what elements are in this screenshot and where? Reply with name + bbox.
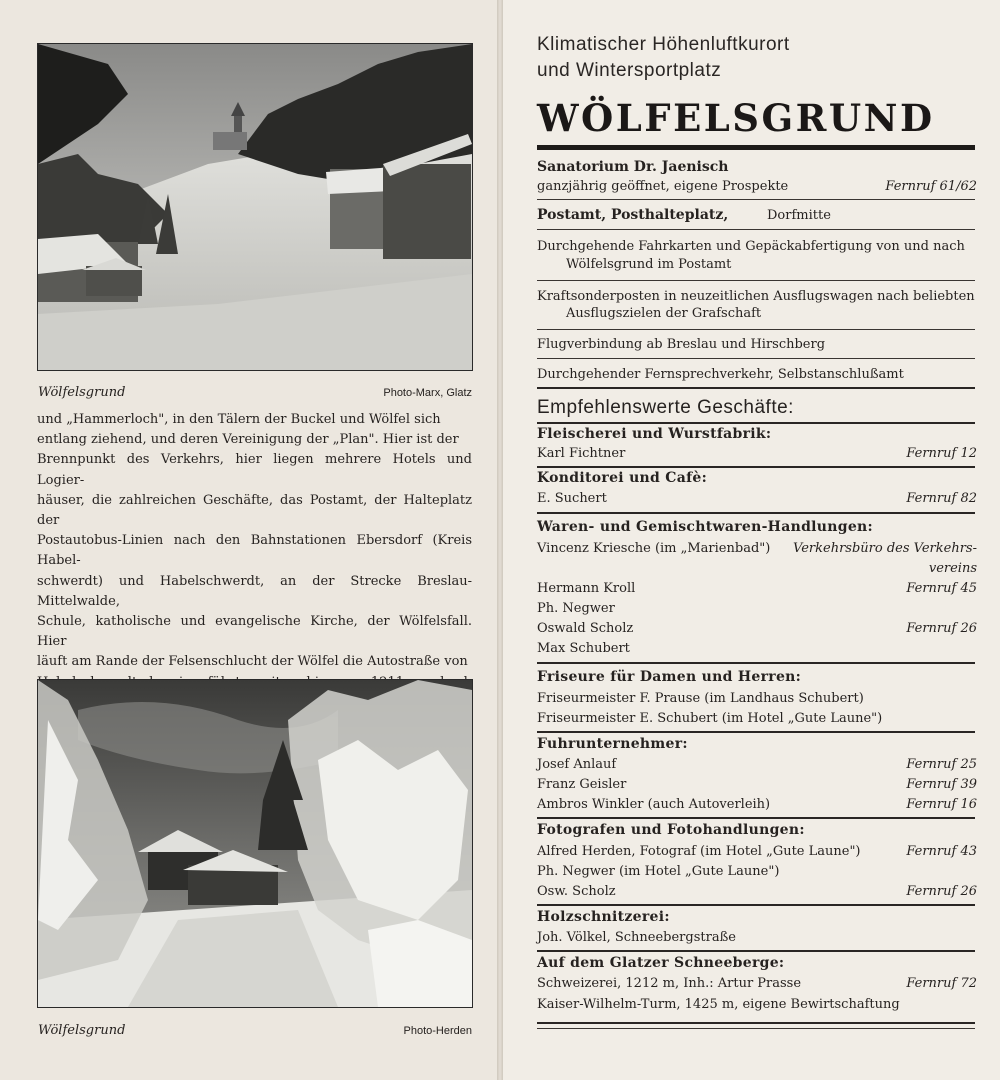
info-tickets-line2: Wölfelsgrund im Postamt (566, 257, 732, 272)
foto-heading: Fotografen und Fotohandlungen: (537, 822, 805, 838)
fleischerei-heading: Fleischerei und Wurstfabrik: (537, 426, 772, 442)
fuhr-anlauf: Josef Anlauf (537, 757, 617, 772)
info-excursions-line2: Ausflugszielen der Grafschaft (566, 306, 762, 321)
divider (537, 817, 975, 819)
waren-scholz: Oswald Scholz (537, 621, 634, 636)
info-excursions-line1: Kraftsonderposten in neuzeitlichen Ausflugswagen nach beliebten (537, 289, 975, 304)
header-subtitle-1: Klimatischer Höhenluftkurort (537, 34, 790, 55)
divider (537, 466, 975, 468)
photo-bottom-caption (38, 1023, 472, 1038)
left-page (0, 0, 497, 1080)
friseure-schubert: Friseurmeister E. Schubert (im Hotel „Gute Laune") (537, 711, 883, 726)
info-telephone: Durchgehender Fernsprechverkehr, Selbstanschlußamt (537, 367, 904, 382)
sanatorium-phone: Fernruf 61/62 (885, 179, 977, 194)
waren-schubert: Max Schubert (537, 641, 630, 656)
body-line: Brennpunkt des Verkehrs, hier liegen mehrere Hotels und Logier- (37, 452, 472, 488)
photo-snowy-forest (37, 679, 473, 1008)
body-line: entlang ziehend, und deren Vereinigung der „Plan". Hier ist der (37, 432, 459, 448)
postamt-location: Dorfmitte (767, 208, 831, 223)
page-title: WÖLFELSGRUND (537, 96, 935, 140)
divider (537, 358, 975, 359)
foto-negwer: Ph. Negwer (im Hotel „Gute Laune") (537, 864, 780, 879)
postamt-name: Postamt, Posthalteplatz, (537, 207, 729, 223)
waren-kriesche-note1: Verkehrsbüro des Verkehrs- (793, 541, 977, 556)
photo-bottom-credit: Photo-Herden (403, 1025, 472, 1037)
waren-kriesche: Vincenz Kriesche (im „Marienbad") (537, 541, 771, 556)
foto-herden: Alfred Herden, Fotograf (im Hotel „Gute Laune") (537, 844, 861, 859)
photo-top-credit: Photo-Marx, Glatz (383, 387, 472, 399)
holz-heading: Holzschnitzerei: (537, 909, 670, 925)
body-line: Schule, katholische und evangelische Kirche, der Wölfelsfall. Hier (37, 614, 472, 650)
waren-kroll-phone: Fernruf 45 (906, 581, 977, 596)
body-line: läuft am Rande der Felsenschlucht der Wölfel die Autostraße von (37, 654, 468, 670)
divider (537, 950, 975, 952)
konditorei-heading: Konditorei und Cafè: (537, 470, 708, 486)
fuhr-geisler-phone: Fernruf 39 (906, 777, 977, 792)
konditorei-phone: Fernruf 82 (906, 491, 977, 506)
footer-rule (537, 1028, 975, 1029)
body-line: schwerdt) und Habelschwerdt, an der Strecke Breslau-Mittelwalde, (37, 573, 472, 609)
waren-heading: Waren- und Gemischtwaren-Handlungen: (537, 519, 873, 535)
body-line: und „Hammerloch", in den Tälern der Buckel und Wölfel sich (37, 412, 441, 427)
foto-scholz-phone: Fernruf 26 (906, 884, 977, 899)
sanatorium-desc: ganzjährig geöffnet, eigene Prospekte (537, 179, 789, 194)
fleischerei-name: Karl Fichtner (537, 446, 626, 461)
fuhr-heading: Fuhrunternehmer: (537, 736, 688, 752)
shops-heading: Empfehlenswerte Geschäfte: (537, 397, 794, 418)
info-flights: Flugverbindung ab Breslau und Hirschberg (537, 337, 826, 352)
divider (537, 387, 975, 389)
fuhr-winkler-phone: Fernruf 16 (906, 797, 977, 812)
divider (537, 662, 975, 664)
fleischerei-phone: Fernruf 12 (906, 446, 977, 461)
footer-rule (537, 1022, 975, 1024)
fuhr-winkler: Ambros Winkler (auch Autoverleih) (537, 797, 771, 812)
friseure-heading: Friseure für Damen und Herren: (537, 669, 802, 685)
waren-scholz-phone: Fernruf 26 (906, 621, 977, 636)
schneeberg-schweizerei: Schweizerei, 1212 m, Inh.: Artur Prasse (537, 976, 802, 991)
header-subtitle-2: und Wintersportplatz (537, 60, 722, 81)
schneeberg-heading: Auf dem Glatzer Schneeberge: (537, 955, 785, 971)
fuhr-geisler: Franz Geisler (537, 777, 627, 792)
photo-bottom-title: Wölfelsgrund (38, 1023, 126, 1038)
photo-top-caption (38, 385, 472, 400)
foto-scholz: Osw. Scholz (537, 884, 616, 899)
divider (537, 904, 975, 906)
title-rule (537, 145, 975, 150)
sanatorium-name: Sanatorium Dr. Jaenisch (537, 159, 729, 175)
schneeberg-schweizerei-phone: Fernruf 72 (906, 976, 977, 991)
photo-top-title: Wölfelsgrund (38, 385, 126, 400)
body-line: Postautobus-Linien nach den Bahnstationen Ebersdorf (Kreis Habel- (37, 533, 472, 569)
waren-kroll: Hermann Kroll (537, 581, 636, 596)
schneeberg-turm: Kaiser-Wilhelm-Turm, 1425 m, eigene Bewirtschaftung (537, 997, 900, 1012)
divider (537, 512, 975, 514)
divider (537, 329, 975, 330)
waren-kriesche-note2: vereins (928, 561, 977, 576)
divider (537, 280, 975, 281)
divider (537, 422, 975, 424)
fuhr-anlauf-phone: Fernruf 25 (906, 757, 977, 772)
info-tickets-line1: Durchgehende Fahrkarten und Gepäckabfertigung von und nach (537, 239, 965, 254)
divider (537, 731, 975, 733)
holz-voelkel: Joh. Völkel, Schneebergstraße (537, 930, 736, 945)
friseure-prause: Friseurmeister F. Prause (im Landhaus Schubert) (537, 691, 864, 706)
photo-winter-village (37, 43, 473, 371)
body-line: häuser, die zahlreichen Geschäfte, das Postamt, der Halteplatz der (37, 492, 472, 529)
waren-negwer: Ph. Negwer (537, 601, 615, 616)
konditorei-name: E. Suchert (537, 491, 607, 506)
divider (537, 199, 975, 200)
divider (537, 229, 975, 230)
foto-herden-phone: Fernruf 43 (906, 844, 977, 859)
